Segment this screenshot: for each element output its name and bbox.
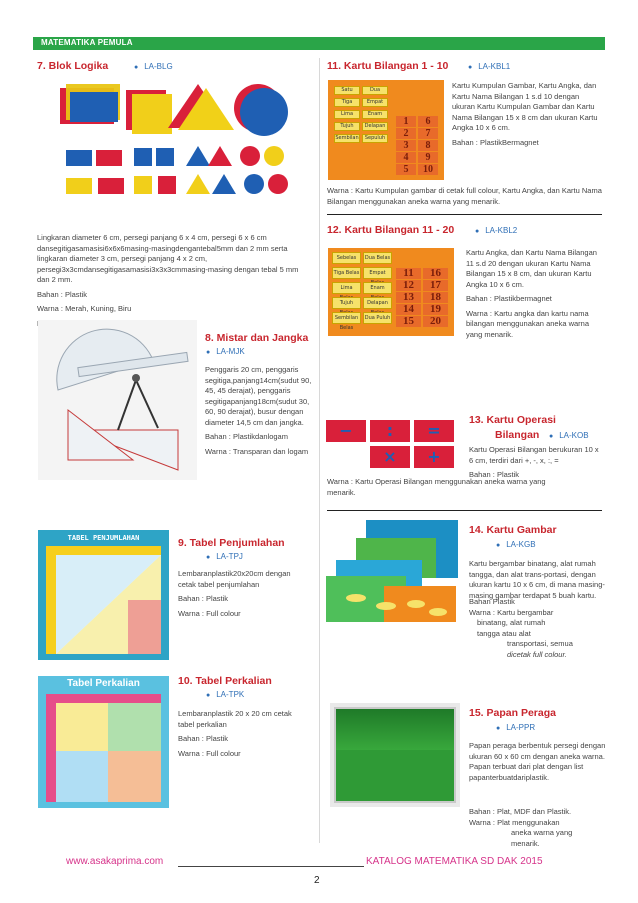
kartu-angka-1-10-number: 8 (418, 140, 438, 151)
blok-logika-warna: Warna : Merah, Kuning, Biru (37, 304, 132, 313)
tabel-perkalian-description (178, 709, 310, 763)
kartu-angka-1-10-number: 3 (396, 140, 416, 151)
kartu-bilangan-11-20-warna: Warna : Kartu angka dan kartu nama bilangan menggunakan aneka warna yang menarik. (466, 308, 590, 339)
kartu-gambar-warna-e: dicetak full colour. (507, 649, 567, 659)
kartu-bilangan-11-20-desc: Kartu Angka, dan Kartu Nama Bilangan 11 s.d 20 dengan ukuran Kartu Nama Bilangan 15 x 8 cm, dan ukuran Kartu Angka 10 x 6 cm. (466, 248, 597, 289)
tabel-penjumlahan-desc: Lembaranplastik20x20cm dengan cetak tabel penjumlahan (178, 569, 291, 589)
kartu-nama-11-20-card: Enam (363, 282, 392, 294)
tabel-penjumlahan-image (38, 530, 169, 660)
kartu-angka-11-20-number: 14 (396, 304, 421, 315)
operasi-card: : (370, 420, 410, 442)
kartu-angka-1-10-number: 5 (396, 164, 416, 175)
operasi-card: − (326, 420, 366, 442)
tabel-penjumlahan-title: 9. Tabel Penjumlahan (178, 537, 285, 549)
kartu-gambar-specs (469, 597, 609, 660)
kartu-nama-11-20-card: Lima (332, 282, 361, 294)
section-header-label: MATEMATIKA PEMULA (41, 38, 133, 47)
kartu-nama-11-20-card: Sembilan Belas (332, 312, 361, 324)
kartu-nama-11-20-card: Dua Belas (363, 252, 392, 264)
kartu-gambar-bahan: Bahan Plastik (469, 597, 515, 606)
mistar-jangka-warna: Warna : Transparan dan logam (205, 446, 309, 456)
kartu-operasi-warna: Warna : Kartu Operasi Bilangan menggunakan aneka warna yang menarik. (327, 477, 546, 497)
kartu-nama-1-10-card: Lima (334, 110, 360, 119)
kartu-nama-1-10-card: Tujuh (334, 122, 360, 131)
kartu-operasi-rule (327, 510, 602, 511)
papan-peraga-image (330, 703, 460, 807)
kartu-gambar-warna-b: binatang, alat rumah (477, 618, 546, 627)
tabel-perkalian-image (38, 676, 169, 808)
kartu-nama-11-20-card: Empat (363, 267, 392, 279)
kartu-nama-11-20-card: Tiga Belas (332, 267, 361, 279)
kartu-angka-1-10-number: 1 (396, 116, 416, 127)
mistar-jangka-desc: Penggaris 20 cm, penggaris segitiga,panjang14cm(sudut 90, 45, 45 derajat), penggaris segitigapanjang18cm(sudut 30, 60, 90 derajat), busur dengan diameter 14,5 cm dan jangka. (205, 365, 312, 427)
blok-logika-title: 7. Blok Logika (37, 60, 109, 72)
kartu-bilangan-11-20-title: 12. Kartu Bilangan 11 - 20 (327, 224, 455, 236)
papan-peraga-specs (469, 807, 609, 849)
footer-website-link[interactable]: www.asakaprima.com (66, 856, 164, 867)
kartu-operasi-desc: Kartu Operasi Bilangan berukuran 10 x 6 cm, terdiri dari +, -, x, :, = (469, 445, 599, 465)
operasi-card: = (414, 420, 454, 442)
kartu-nama-1-10-card: Tiga (334, 98, 360, 107)
kartu-bilangan-1-10-title: 11. Kartu Bilangan 1 - 10 (327, 60, 449, 72)
kartu-angka-11-20-number: 13 (396, 292, 421, 303)
kartu-nama-1-10-card: Satu (334, 86, 360, 95)
tabel-perkalian-image-title: Tabel Perkalian (67, 678, 140, 689)
page-number: 2 (314, 875, 320, 886)
kartu-operasi-title-b: Bilangan (495, 429, 540, 441)
kartu-nama-11-20-card: Sebelas (332, 252, 361, 264)
kartu-nama-11-20-card: Dua Puluh (363, 312, 392, 324)
kartu-angka-11-20-number: 18 (423, 292, 448, 303)
mistar-jangka-title: 8. Mistar dan Jangka (205, 332, 309, 344)
tabel-penjumlahan-warna: Warna : Full colour (178, 608, 241, 618)
papan-peraga-warna-c: menarik. (511, 838, 540, 848)
kartu-bilangan-1-10-description (452, 81, 602, 152)
blok-logika-code: ● LA-BLG (134, 62, 173, 71)
kartu-nama-1-10-card: Sembilan (335, 135, 359, 141)
kartu-gambar-warna-c: tangga atau alat (477, 628, 531, 638)
blok-logika-image (48, 78, 310, 210)
kartu-bilangan-11-20-bahan: Bahan : Plastikbermagnet (466, 294, 552, 303)
kartu-bilangan-11-20-description (466, 248, 604, 344)
kartu-gambar-desc: Kartu bergambar binatang, alat rumah tangga, dan alat trans-portasi, dengan ukuran kartu 10 x 6 cm, di mana masing-masing gambar terdapat 5 buah kartu. (469, 559, 605, 600)
kartu-nama-1-10-card: Empat (362, 98, 388, 107)
mistar-jangka-code: ● LA-MJK (206, 347, 245, 356)
kartu-bilangan-11-20-image (328, 248, 454, 336)
mistar-jangka-description (205, 365, 315, 461)
tabel-perkalian-code: ● LA-TPK (206, 690, 244, 699)
kartu-nama-11-20-card: Tujuh (332, 297, 361, 309)
papan-peraga-bahan: Bahan : Plat, MDF dan Plastik. (469, 807, 572, 816)
kartu-gambar-warna-d: transportasi, semua (507, 639, 573, 648)
papan-peraga-desc: Papan peraga berbentuk persegi dengan ukuran 60 x 60 cm dengan aneka warna. Papan terbuat dari plat dengan list papanterbuatdariplastik. (469, 741, 606, 782)
papan-peraga-title: 15. Papan Peraga (469, 707, 556, 719)
kartu-angka-1-10-number: 7 (418, 128, 438, 139)
kartu-angka-1-10-number: 4 (396, 152, 416, 163)
kartu-gambar-image (326, 516, 460, 624)
mistar-jangka-bahan: Bahan : Plastikdanlogam (205, 432, 288, 441)
blok-logika-description (37, 233, 309, 333)
tabel-perkalian-title: 10. Tabel Perkalian (178, 675, 272, 687)
tabel-perkalian-desc: Lembaranplastik 20 x 20 cm cetak tabel perkalian (178, 709, 292, 729)
kartu-bilangan-1-10-code: ● LA-KBL1 (468, 62, 510, 71)
tabel-perkalian-bahan: Bahan : Plastik (178, 734, 229, 743)
kartu-gambar-code: ● LA-KGB (496, 540, 536, 549)
kartu-nama-1-10-card: Sepuluh (362, 134, 388, 143)
kartu-angka-1-10-number: 6 (418, 116, 438, 127)
footer-catalog-title: KATALOG MATEMATIKA SD DAK 2015 (366, 856, 543, 867)
kartu-operasi-bahan: Bahan : Plastik (469, 470, 520, 479)
papan-peraga-code: ● LA-PPR (496, 723, 535, 732)
kartu-bilangan-1-10-image (328, 80, 444, 180)
tabel-penjumlahan-image-title: TABEL PENJUMLAHAN (67, 534, 140, 542)
tabel-penjumlahan-description (178, 569, 310, 623)
operasi-card: + (414, 446, 454, 468)
kartu-nama-1-10-card: Dua (362, 86, 388, 95)
footer-rule (178, 866, 364, 867)
kartu-angka-11-20-number: 11 (396, 268, 421, 279)
kartu-angka-1-10-number: 2 (396, 128, 416, 139)
tabel-penjumlahan-bahan: Bahan : Plastik (178, 594, 229, 603)
kartu-angka-11-20-number: 16 (423, 268, 448, 279)
kartu-bilangan-1-10-desc: Kartu Kumpulan Gambar, Kartu Angka, dan Kartu Nama Bilangan 1 s.d 10 dengan ukuran Kartu Kumpulan Gambar dan Kartu Nama Bilangan 15 x 8 cm dan ukuran Kartu Angka 10 x 6 cm. (452, 81, 598, 132)
kartu-angka-11-20-number: 20 (423, 316, 448, 327)
tabel-penjumlahan-code: ● LA-TPJ (206, 552, 243, 561)
kartu-operasi-code: ● LA-KOB (549, 431, 589, 440)
mistar-jangka-image (38, 320, 197, 480)
kartu-nama-1-10-card: Delapan (362, 122, 388, 131)
kartu-operasi-title-a: 13. Kartu Operasi (469, 414, 556, 426)
kartu-angka-11-20-number: 19 (423, 304, 448, 315)
kartu-operasi-image (326, 420, 456, 470)
kartu-bilangan-1-10-rule (327, 214, 602, 215)
papan-peraga-description (469, 741, 607, 787)
kartu-angka-11-20-number: 12 (396, 280, 421, 291)
kartu-nama-11-20-card: Delapan (363, 297, 392, 309)
kartu-bilangan-11-20-code: ● LA-KBL2 (475, 226, 517, 235)
column-divider (319, 58, 320, 843)
kartu-gambar-warna-a: Warna : Kartu bergambar (469, 607, 554, 617)
blok-logika-bahan: Bahan : Plastik (37, 289, 88, 299)
papan-peraga-warna-b: aneka warna yang (511, 828, 573, 837)
section-header-bar (33, 37, 605, 50)
kartu-nama-1-10-card: Enam (362, 110, 388, 119)
kartu-angka-11-20-number: 17 (423, 280, 448, 291)
kartu-bilangan-1-10-bahan: Bahan : PlastikBermagnet (452, 137, 539, 147)
papan-peraga-warna-a: Warna : Plat menggunakan (469, 817, 560, 827)
blok-logika-desc: Lingkaran diameter 6 cm, persegi panjang 6 x 4 cm, persegi 6 x 6 cm dansegitigasamasisi6x6x6masing-masingdengantebal5mm dan 2 mm serta lingkaran diameter 3 cm, persegi panjang 4 x 2 cm, persegi3x3cmdansegitigasamasisi3x3x3cmmasing-masing dengan tebal 5 mm dan 2 mm. (37, 233, 299, 284)
kartu-angka-1-10-number: 9 (418, 152, 438, 163)
kartu-angka-11-20-number: 15 (396, 316, 421, 327)
kartu-bilangan-1-10-warna: Warna : Kartu Kumpulan gambar di cetak full colour, Kartu Angka, dan Kartu Nama Bilangan menggunakan aneka warna yang menarik. (327, 186, 602, 206)
kartu-angka-1-10-number: 10 (418, 164, 438, 175)
operasi-card: × (370, 446, 410, 468)
kartu-gambar-title: 14. Kartu Gambar (469, 524, 557, 536)
tabel-perkalian-warna: Warna : Full colour (178, 748, 241, 758)
